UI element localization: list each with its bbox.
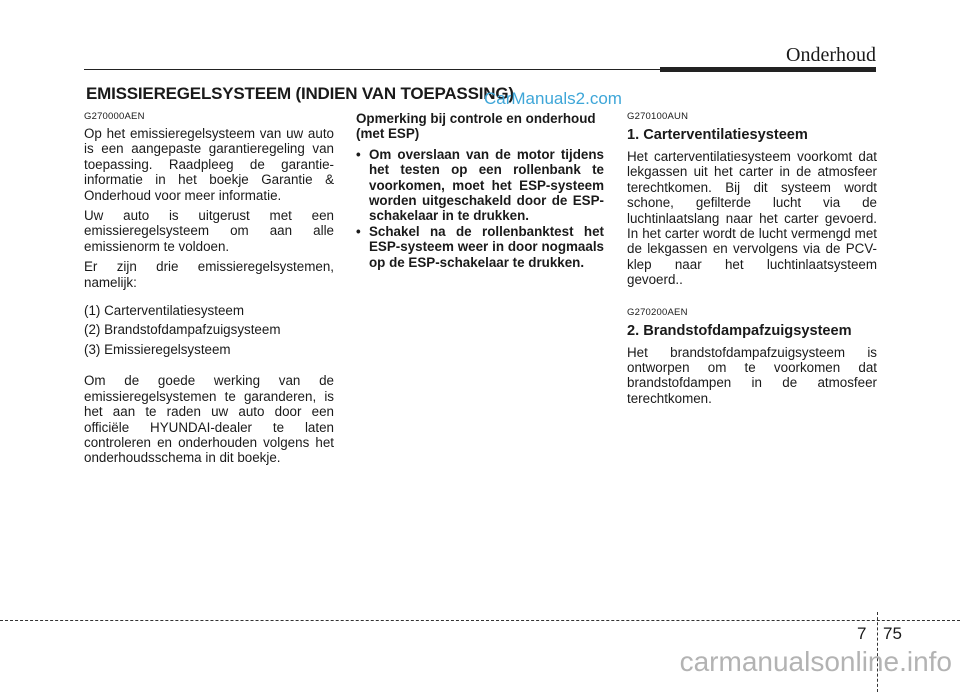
bullet-icon: • (356, 146, 361, 162)
section-code: G270100AUN (627, 111, 689, 122)
watermark-text: carmanualsonline.info (679, 646, 952, 677)
bullet-text: Schakel na de rollenbanktest het ESP-systeem weer in door nogmaals op de ESP-schakelaar te drukken. (369, 223, 604, 270)
subsection-heading: 1. Carterventilatiesysteem (627, 127, 808, 143)
footer-rule (0, 620, 960, 621)
list-item: (3) Emissieregelsysteem (84, 341, 231, 357)
column-middle (356, 111, 604, 270)
list-item: (2) Brandstofdampafzuigsysteem (84, 322, 281, 338)
list-item (356, 147, 604, 224)
list-item: (1) Carterventilatiesysteem (84, 303, 244, 319)
chapter-title: Onderhoud (786, 44, 876, 66)
paragraph: Uw auto is uitgerust met een emissieregelsysteem om aan alle emissienorm te voldoen. (84, 208, 334, 254)
paragraph: Er zijn drie emissieregelsystemen, namelijk: (84, 259, 334, 290)
paragraph: Op het emissieregelsysteem van uw auto is een aangepaste garantieregeling van toepassing. Raadpleeg de garantie- informatie in het boekje Garantie & Onderhoud voor meer informatie. (84, 126, 334, 203)
page-number: 75 (883, 624, 902, 643)
paragraph: Het carterventilatiesysteem voorkomt dat lekgassen uit het carter in de atmosfeer terechtkomen. Bij dit systeem wordt schone, gefilterde lucht via de luchtinlaatslang naar het carter gevoerd. In het carter wordt de lucht vermengd met de lekgassen en vervolgens via de PCV-klep naar het luchtinlaatsysteem gevoerd.. (627, 149, 877, 288)
column-left (84, 111, 334, 471)
watermark-link[interactable]: CarManuals2.com (484, 89, 622, 108)
column-right (627, 111, 877, 411)
section-code: G270200AEN (627, 306, 688, 318)
paragraph: Om de goede werking van de emissieregelsystemen te garanderen, is het aan te raden uw auto door een officiële HYUNDAI-dealer te laten controleren en onderhouden volgens het onderhoudsschema in dit boekje. (84, 373, 334, 466)
header-rule (84, 69, 660, 70)
paragraph: Het brandstofdampafzuigsysteem is ontworpen om te voorkomen dat brandstofdampen in de atmosfeer terechtkomen. (627, 344, 877, 406)
note-heading: Opmerking bij controle en onderhoud (met ESP) (356, 111, 596, 142)
section-code: G270000AEN (84, 111, 145, 122)
bullet-text: Om overslaan van de motor tijdens het testen op een rollenbank te voorkomen, moet het ESP-systeem worden uitgeschakeld door de ESP-schakelaar in te drukken. (369, 146, 604, 224)
bullet-icon: • (356, 223, 361, 239)
list-item (356, 224, 604, 270)
subsection-heading: 2. Brandstofdampafzuigsysteem (627, 322, 852, 339)
header-rule-thick (660, 67, 876, 72)
section-title: EMISSIEREGELSYSTEEM (INDIEN VAN TOEPASSING) (86, 84, 514, 103)
chapter-number: 7 (857, 624, 867, 643)
